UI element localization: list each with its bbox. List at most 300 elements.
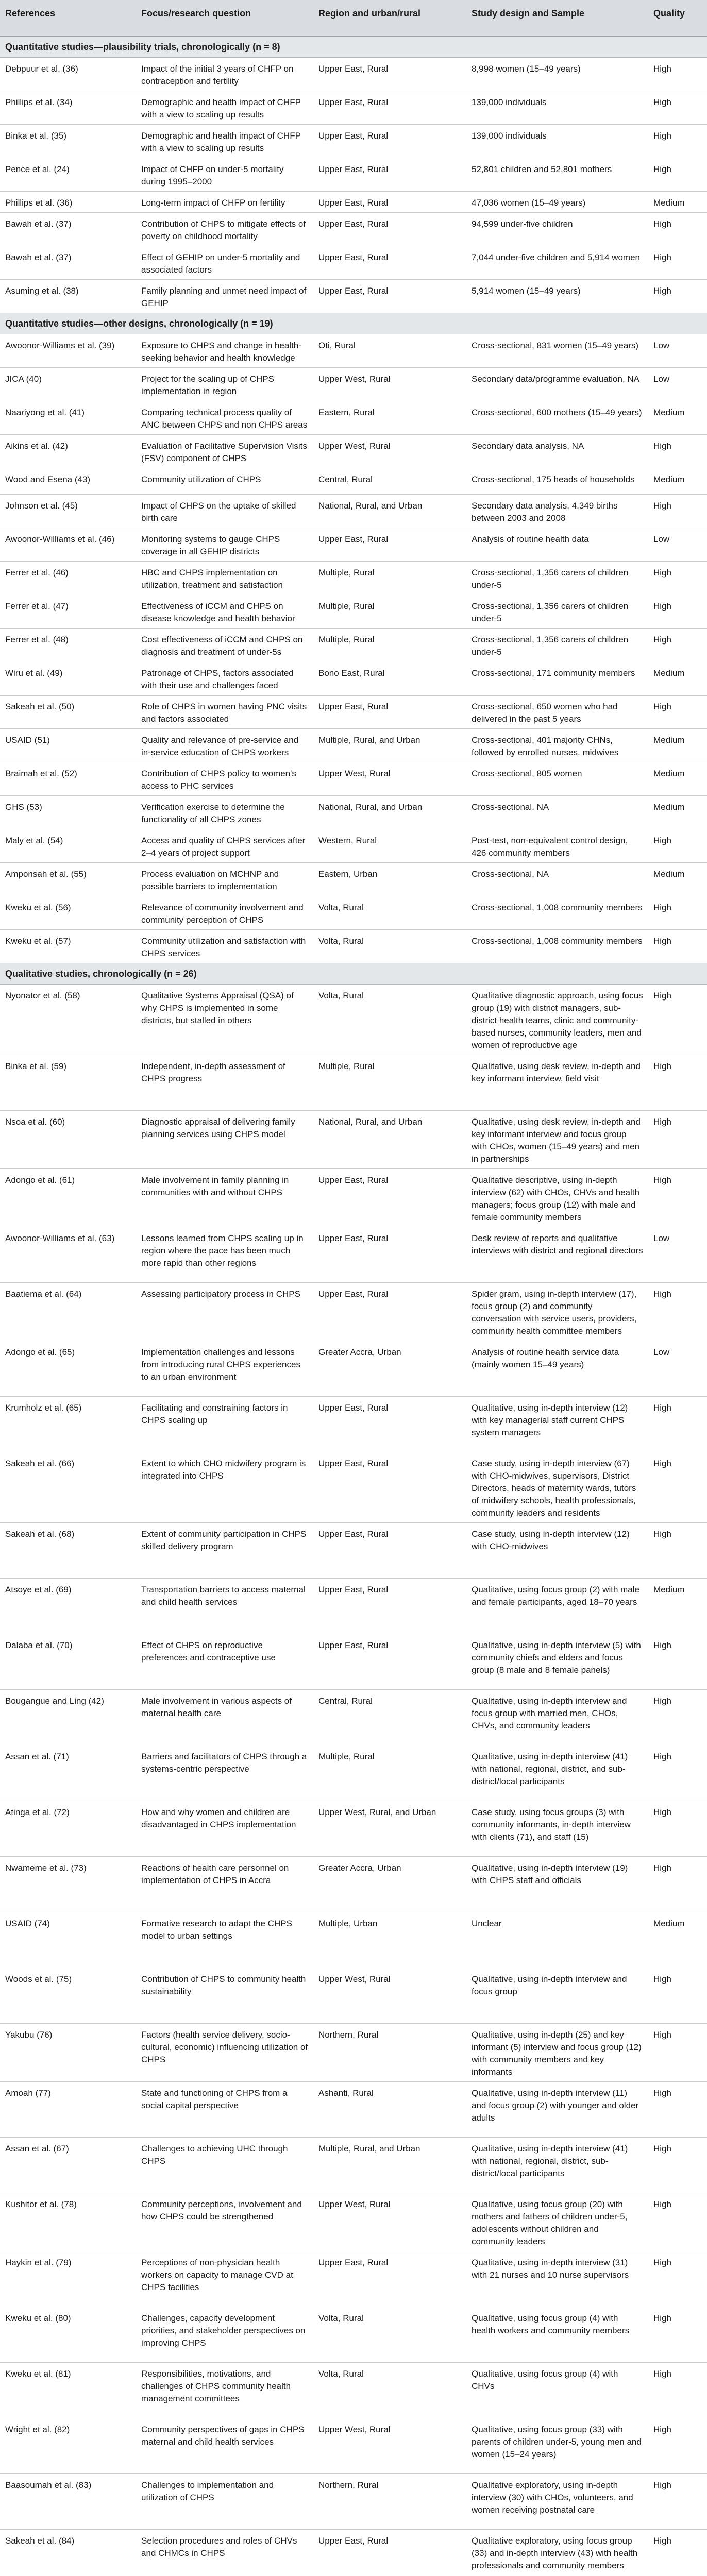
cell-reference: Binka et al. (35) xyxy=(0,125,136,158)
table-row xyxy=(0,401,707,435)
cell-region: Multiple, Rural xyxy=(313,562,466,595)
table-row xyxy=(0,368,707,401)
cell-quality: High xyxy=(648,2307,707,2363)
cell-focus: Role of CHPS in women having PNC visits and factors associated xyxy=(136,696,313,729)
table-row xyxy=(0,1579,707,1634)
cell-reference: Nwameme et al. (73) xyxy=(0,1857,136,1912)
cell-quality: High xyxy=(648,2082,707,2138)
cell-quality: High xyxy=(648,829,707,863)
cell-region: Northern, Rural xyxy=(313,2474,466,2530)
cell-region: Upper West, Rural xyxy=(313,435,466,468)
cell-quality: Medium xyxy=(648,762,707,796)
cell-focus: Impact of CHPS on the uptake of skilled birth care xyxy=(136,495,313,528)
cell-region: National, Rural, and Urban xyxy=(313,1111,466,1169)
table-row xyxy=(0,2474,707,2530)
cell-focus: Contribution of CHPS to community health sustainability xyxy=(136,1968,313,2024)
cell-design: Case study, using focus groups (3) with community informants, in-depth interview with clients (71), and staff (15) xyxy=(466,1801,648,1857)
table-row xyxy=(0,1968,707,2024)
section-header-row xyxy=(0,963,707,985)
cell-quality: High xyxy=(648,435,707,468)
cell-focus: How and why women and children are disadvantaged in CHPS implementation xyxy=(136,1801,313,1857)
cell-design: Cross-sectional, 1,008 community members xyxy=(466,930,648,963)
cell-quality: High xyxy=(648,58,707,91)
cell-design: Qualitative exploratory, using focus group (33) and in-depth interview (43) with health professionals and community members xyxy=(466,2530,648,2576)
cell-focus: Male involvement in family planning in communities with and without CHPS xyxy=(136,1169,313,1227)
cell-design: Cross-sectional, 650 women who had delivered in the past 5 years xyxy=(466,696,648,729)
cell-focus: Facilitating and constraining factors in CHPS scaling up xyxy=(136,1397,313,1452)
cell-focus: Challenges to achieving UHC through CHPS xyxy=(136,2138,313,2193)
cell-region: Ashanti, Rural xyxy=(313,2082,466,2138)
table-row xyxy=(0,896,707,930)
table-row xyxy=(0,1055,707,1111)
cell-design: Qualitative, using in-depth interview (41) with national, regional, district, and sub-district/local participants xyxy=(466,1745,648,1801)
cell-design: Secondary data/programme evaluation, NA xyxy=(466,368,648,401)
cell-design: Qualitative, using focus group (2) with male and female participants, aged 18–70 years xyxy=(466,1579,648,1634)
cell-quality: Low xyxy=(648,528,707,562)
cell-focus: Lessons learned from CHPS scaling up in region where the pace has been much more rapid than other regions xyxy=(136,1227,313,1283)
section-title: Quantitative studies—plausibility trials, chronologically (n = 8) xyxy=(0,37,707,58)
cell-quality: High xyxy=(648,1283,707,1341)
cell-focus: Community perspectives of gaps in CHPS maternal and child health services xyxy=(136,2418,313,2474)
cell-region: Volta, Rural xyxy=(313,896,466,930)
header-focus: Focus/research question xyxy=(136,0,313,37)
cell-focus: Responsibilities, motivations, and challenges of CHPS community health management committees xyxy=(136,2363,313,2418)
cell-region: National, Rural, and Urban xyxy=(313,495,466,528)
cell-reference: Amoah (77) xyxy=(0,2082,136,2138)
table-row xyxy=(0,158,707,192)
cell-focus: Impact of the initial 3 years of CHFP on contraception and fertility xyxy=(136,58,313,91)
cell-focus: State and functioning of CHPS from a social capital perspective xyxy=(136,2082,313,2138)
cell-reference: Wright et al. (82) xyxy=(0,2418,136,2474)
cell-reference: Awoonor-Williams et al. (39) xyxy=(0,334,136,368)
cell-reference: Naariyong et al. (41) xyxy=(0,401,136,435)
cell-reference: Maly et al. (54) xyxy=(0,829,136,863)
cell-focus: Diagnostic appraisal of delivering family planning services using CHPS model xyxy=(136,1111,313,1169)
cell-reference: Ferrer et al. (47) xyxy=(0,595,136,629)
header-references: References xyxy=(0,0,136,37)
cell-quality: High xyxy=(648,629,707,662)
cell-quality: High xyxy=(648,896,707,930)
cell-design: Cross-sectional, 171 community members xyxy=(466,662,648,696)
table-row xyxy=(0,985,707,1055)
cell-design: Qualitative, using in-depth interview (41) with national, regional, district, sub-district/local participants xyxy=(466,2138,648,2193)
cell-reference: Kweku et al. (80) xyxy=(0,2307,136,2363)
cell-quality: High xyxy=(648,213,707,246)
cell-quality: High xyxy=(648,1452,707,1523)
table-row xyxy=(0,246,707,280)
cell-region: Volta, Rural xyxy=(313,2307,466,2363)
cell-reference: Sakeah et al. (84) xyxy=(0,2530,136,2576)
cell-region: Multiple, Rural xyxy=(313,1745,466,1801)
cell-region: Multiple, Rural, and Urban xyxy=(313,2138,466,2193)
cell-region: Central, Rural xyxy=(313,1690,466,1745)
cell-quality: High xyxy=(648,125,707,158)
cell-region: Multiple, Rural, and Urban xyxy=(313,729,466,762)
cell-region: Upper East, Rural xyxy=(313,246,466,280)
table-row xyxy=(0,2193,707,2251)
cell-reference: Baasoumah et al. (83) xyxy=(0,2474,136,2530)
cell-focus: Demographic and health impact of CHFP with a view to scaling up results xyxy=(136,125,313,158)
cell-quality: High xyxy=(648,2474,707,2530)
table-row xyxy=(0,2082,707,2138)
table-row xyxy=(0,662,707,696)
cell-region: Upper West, Rural xyxy=(313,368,466,401)
cell-region: Upper East, Rural xyxy=(313,192,466,213)
cell-focus: Effect of CHPS on reproductive preferences and contraceptive use xyxy=(136,1634,313,1690)
cell-quality: High xyxy=(648,1857,707,1912)
section-header-row xyxy=(0,37,707,58)
cell-reference: Kushitor et al. (78) xyxy=(0,2193,136,2251)
cell-region: Upper East, Rural xyxy=(313,696,466,729)
table-row xyxy=(0,213,707,246)
cell-reference: Phillips et al. (36) xyxy=(0,192,136,213)
cell-region: Upper East, Rural xyxy=(313,1579,466,1634)
table-body xyxy=(0,37,707,2576)
cell-quality: High xyxy=(648,1634,707,1690)
cell-focus: Impact of CHFP on under-5 mortality during 1995–2000 xyxy=(136,158,313,192)
section-title: Quantitative studies—other designs, chronologically (n = 19) xyxy=(0,313,707,334)
cell-focus: Male involvement in various aspects of maternal health care xyxy=(136,1690,313,1745)
header-quality: Quality xyxy=(648,0,707,37)
section-title: Qualitative studies, chronologically (n = 26) xyxy=(0,963,707,985)
cell-region: Upper East, Rural xyxy=(313,528,466,562)
cell-focus: Implementation challenges and lessons from introducing rural CHPS experiences to an urban environment xyxy=(136,1341,313,1397)
cell-design: Cross-sectional, NA xyxy=(466,796,648,829)
cell-quality: High xyxy=(648,2251,707,2307)
table-row xyxy=(0,762,707,796)
cell-focus: Comparing technical process quality of ANC between CHPS and non CHPS areas xyxy=(136,401,313,435)
cell-region: Upper East, Rural xyxy=(313,1283,466,1341)
cell-region: Upper West, Rural xyxy=(313,2193,466,2251)
cell-quality: Medium xyxy=(648,729,707,762)
table-row xyxy=(0,1912,707,1968)
cell-design: Qualitative descriptive, using in-depth interview (62) with CHOs, CHVs and health managers; focus group (12) with male and female community members xyxy=(466,1169,648,1227)
cell-quality: Medium xyxy=(648,662,707,696)
cell-region: Upper East, Rural xyxy=(313,213,466,246)
table-row xyxy=(0,1745,707,1801)
table-row xyxy=(0,192,707,213)
table-row xyxy=(0,2024,707,2082)
cell-focus: Long-term impact of CHFP on fertility xyxy=(136,192,313,213)
cell-region: Greater Accra, Urban xyxy=(313,1341,466,1397)
table-row xyxy=(0,1523,707,1579)
cell-design: Qualitative, using focus group (33) with parents of children under-5, young men and women (15–24 years) xyxy=(466,2418,648,2474)
table-row xyxy=(0,1397,707,1452)
cell-quality: Low xyxy=(648,1341,707,1397)
cell-reference: Assan et al. (71) xyxy=(0,1745,136,1801)
cell-region: Eastern, Urban xyxy=(313,863,466,896)
cell-region: Central, Rural xyxy=(313,468,466,495)
table-row xyxy=(0,1283,707,1341)
table-row xyxy=(0,863,707,896)
cell-design: Qualitative diagnostic approach, using focus group (19) with district managers, sub-district health teams, clinic and community-based nurses, community leaders, men and women of reproductive age xyxy=(466,985,648,1055)
table-row xyxy=(0,1801,707,1857)
cell-design: Qualitative, using focus group (4) with CHVs xyxy=(466,2363,648,2418)
cell-design: Cross-sectional, NA xyxy=(466,863,648,896)
cell-reference: Krumholz et al. (65) xyxy=(0,1397,136,1452)
cell-focus: Quality and relevance of pre-service and in-service education of CHPS workers xyxy=(136,729,313,762)
cell-quality: High xyxy=(648,930,707,963)
cell-quality: High xyxy=(648,696,707,729)
cell-design: Spider gram, using in-depth interview (17), focus group (2) and community conversation with service users, providers, community health committee members xyxy=(466,1283,648,1341)
cell-quality: Medium xyxy=(648,863,707,896)
cell-region: Upper West, Rural, and Urban xyxy=(313,1801,466,1857)
cell-design: 94,599 under-five children xyxy=(466,213,648,246)
table-row xyxy=(0,280,707,313)
cell-focus: Challenges to implementation and utilization of CHPS xyxy=(136,2474,313,2530)
cell-quality: High xyxy=(648,595,707,629)
cell-focus: Extent to which CHO midwifery program is integrated into CHPS xyxy=(136,1452,313,1523)
table-row xyxy=(0,495,707,528)
cell-region: Upper East, Rural xyxy=(313,1227,466,1283)
cell-quality: High xyxy=(648,2138,707,2193)
cell-reference: Ferrer et al. (48) xyxy=(0,629,136,662)
cell-design: Case study, using in-depth interview (67) with CHO-midwives, supervisors, District Directors, heads of maternity wards, tutors of midwifery schools, health professionals, community leaders and residents xyxy=(466,1452,648,1523)
cell-quality: High xyxy=(648,1745,707,1801)
cell-focus: Relevance of community involvement and community perception of CHPS xyxy=(136,896,313,930)
cell-design: Desk review of reports and qualitative interviews with district and regional directors xyxy=(466,1227,648,1283)
cell-focus: Challenges, capacity development priorities, and stakeholder perspectives on improving CHPS xyxy=(136,2307,313,2363)
table-row xyxy=(0,2307,707,2363)
cell-quality: High xyxy=(648,1397,707,1452)
cell-focus: Contribution of CHPS to mitigate effects of poverty on childhood mortality xyxy=(136,213,313,246)
cell-quality: Low xyxy=(648,1227,707,1283)
cell-quality: High xyxy=(648,1801,707,1857)
cell-reference: Sakeah et al. (66) xyxy=(0,1452,136,1523)
cell-focus: Factors (health service delivery, socio-cultural, economic) influencing utilization of CHPS xyxy=(136,2024,313,2082)
cell-design: 139,000 individuals xyxy=(466,91,648,125)
table-row xyxy=(0,1341,707,1397)
table-row xyxy=(0,562,707,595)
cell-focus: Cost effectiveness of iCCM and CHPS on diagnosis and treatment of under-5s xyxy=(136,629,313,662)
cell-reference: Binka et al. (59) xyxy=(0,1055,136,1111)
cell-reference: Johnson et al. (45) xyxy=(0,495,136,528)
cell-focus: Independent, in-depth assessment of CHPS progress xyxy=(136,1055,313,1111)
cell-reference: Nsoa et al. (60) xyxy=(0,1111,136,1169)
header-design: Study design and Sample xyxy=(466,0,648,37)
cell-quality: High xyxy=(648,280,707,313)
cell-design: Qualitative, using in-depth interview (11) and focus group (2) with younger and older adults xyxy=(466,2082,648,2138)
table-row xyxy=(0,2418,707,2474)
cell-focus: Qualitative Systems Appraisal (QSA) of why CHPS is implemented in some districts, but stalled in others xyxy=(136,985,313,1055)
cell-region: Upper East, Rural xyxy=(313,2251,466,2307)
cell-reference: Woods et al. (75) xyxy=(0,1968,136,2024)
cell-region: Multiple, Rural xyxy=(313,595,466,629)
table-row xyxy=(0,696,707,729)
cell-design: Analysis of routine health data xyxy=(466,528,648,562)
cell-design: 139,000 individuals xyxy=(466,125,648,158)
table-row xyxy=(0,334,707,368)
cell-focus: Contribution of CHPS policy to women's access to PHC services xyxy=(136,762,313,796)
cell-focus: Access and quality of CHPS services after 2–4 years of project support xyxy=(136,829,313,863)
cell-focus: Project for the scaling up of CHPS implementation in region xyxy=(136,368,313,401)
cell-quality: Low xyxy=(648,368,707,401)
cell-region: Oti, Rural xyxy=(313,334,466,368)
cell-quality: High xyxy=(648,495,707,528)
table-row xyxy=(0,1452,707,1523)
cell-design: Qualitative, using in-depth (25) and key informant (5) interview and focus group (12) with community members and key informants xyxy=(466,2024,648,2082)
cell-design: 8,998 women (15–49 years) xyxy=(466,58,648,91)
table-row xyxy=(0,125,707,158)
cell-quality: High xyxy=(648,2530,707,2576)
cell-region: National, Rural, and Urban xyxy=(313,796,466,829)
cell-design: Qualitative exploratory, using in-depth interview (30) with CHOs, volunteers, and women receiving postnatal care xyxy=(466,2474,648,2530)
cell-focus: Assessing participatory process in CHPS xyxy=(136,1283,313,1341)
table-row xyxy=(0,1690,707,1745)
cell-focus: Effect of GEHIP on under-5 mortality and associated factors xyxy=(136,246,313,280)
cell-quality: High xyxy=(648,2363,707,2418)
cell-quality: Medium xyxy=(648,468,707,495)
cell-design: Qualitative, using focus group (20) with mothers and fathers of children under-5, adolescents without children and community leaders xyxy=(466,2193,648,2251)
cell-region: Bono East, Rural xyxy=(313,662,466,696)
cell-region: Multiple, Rural xyxy=(313,629,466,662)
table-row xyxy=(0,629,707,662)
cell-reference: Asuming et al. (38) xyxy=(0,280,136,313)
table-row xyxy=(0,2251,707,2307)
cell-focus: Demographic and health impact of CHFP with a view to scaling up results xyxy=(136,91,313,125)
cell-design: Qualitative, using desk review, in-depth and key informant interview and focus group with CHOs, women (15–49 years) and men in partnerships xyxy=(466,1111,648,1169)
cell-reference: Sakeah et al. (50) xyxy=(0,696,136,729)
cell-design: Cross-sectional, 1,356 carers of children under-5 xyxy=(466,629,648,662)
header-region: Region and urban/rural xyxy=(313,0,466,37)
cell-design: 47,036 women (15–49 years) xyxy=(466,192,648,213)
cell-design: Qualitative, using in-depth interview and focus group xyxy=(466,1968,648,2024)
table-row xyxy=(0,595,707,629)
cell-reference: Kweku et al. (56) xyxy=(0,896,136,930)
cell-quality: High xyxy=(648,1169,707,1227)
cell-quality: Medium xyxy=(648,1912,707,1968)
cell-quality: High xyxy=(648,562,707,595)
cell-focus: Family planning and unmet need impact of GEHIP xyxy=(136,280,313,313)
cell-region: Upper East, Rural xyxy=(313,1523,466,1579)
cell-design: 5,914 women (15–49 years) xyxy=(466,280,648,313)
cell-reference: Wood and Esena (43) xyxy=(0,468,136,495)
cell-quality: High xyxy=(648,1690,707,1745)
table-row xyxy=(0,91,707,125)
cell-reference: Kweku et al. (81) xyxy=(0,2363,136,2418)
cell-reference: Wiru et al. (49) xyxy=(0,662,136,696)
cell-region: Upper West, Rural xyxy=(313,1968,466,2024)
table-row xyxy=(0,930,707,963)
cell-region: Upper East, Rural xyxy=(313,1169,466,1227)
cell-quality: Medium xyxy=(648,192,707,213)
cell-region: Upper East, Rural xyxy=(313,125,466,158)
table-row xyxy=(0,1169,707,1227)
cell-quality: High xyxy=(648,1111,707,1169)
cell-focus: Monitoring systems to gauge CHPS coverage in all GEHIP districts xyxy=(136,528,313,562)
table-row xyxy=(0,1857,707,1912)
cell-focus: Barriers and facilitators of CHPS through a systems-centric perspective xyxy=(136,1745,313,1801)
cell-focus: Exposure to CHPS and change in health-seeking behavior and health knowledge xyxy=(136,334,313,368)
cell-focus: Perceptions of non-physician health workers on capacity to manage CVD at CHPS facilities xyxy=(136,2251,313,2307)
cell-design: Qualitative, using desk review, in-depth and key informant interview, field visit xyxy=(466,1055,648,1111)
cell-quality: High xyxy=(648,985,707,1055)
cell-region: Upper East, Rural xyxy=(313,1634,466,1690)
cell-region: Volta, Rural xyxy=(313,2363,466,2418)
cell-region: Upper East, Rural xyxy=(313,91,466,125)
cell-design: Cross-sectional, 175 heads of households xyxy=(466,468,648,495)
cell-region: Upper East, Rural xyxy=(313,1452,466,1523)
cell-reference: Ferrer et al. (46) xyxy=(0,562,136,595)
cell-region: Multiple, Rural xyxy=(313,1055,466,1111)
cell-quality: High xyxy=(648,2418,707,2474)
cell-design: Qualitative, using in-depth interview (19) with CHPS staff and officials xyxy=(466,1857,648,1912)
cell-focus: HBC and CHPS implementation on utilization, treatment and satisfaction xyxy=(136,562,313,595)
cell-design: Secondary data analysis, 4,349 births between 2003 and 2008 xyxy=(466,495,648,528)
cell-reference: GHS (53) xyxy=(0,796,136,829)
cell-design: Cross-sectional, 1,008 community members xyxy=(466,896,648,930)
cell-region: Upper West, Rural xyxy=(313,2418,466,2474)
cell-focus: Community utilization of CHPS xyxy=(136,468,313,495)
cell-reference: Bawah et al. (37) xyxy=(0,213,136,246)
cell-region: Upper East, Rural xyxy=(313,158,466,192)
cell-region: Western, Rural xyxy=(313,829,466,863)
cell-region: Volta, Rural xyxy=(313,930,466,963)
cell-design: Post-test, non-equivalent control design, 426 community members xyxy=(466,829,648,863)
cell-reference: Bougangue and Ling (42) xyxy=(0,1690,136,1745)
cell-quality: Medium xyxy=(648,796,707,829)
cell-reference: Debpuur et al. (36) xyxy=(0,58,136,91)
cell-reference: USAID (74) xyxy=(0,1912,136,1968)
cell-quality: High xyxy=(648,1523,707,1579)
cell-focus: Reactions of health care personnel on implementation of CHPS in Accra xyxy=(136,1857,313,1912)
cell-quality: High xyxy=(648,1968,707,2024)
cell-focus: Evaluation of Facilitative Supervision Visits (FSV) component of CHPS xyxy=(136,435,313,468)
cell-reference: Pence et al. (24) xyxy=(0,158,136,192)
cell-focus: Selection procedures and roles of CHVs and CHMCs in CHPS xyxy=(136,2530,313,2576)
cell-design: 52,801 children and 52,801 mothers xyxy=(466,158,648,192)
cell-reference: Dalaba et al. (70) xyxy=(0,1634,136,1690)
cell-focus: Transportation barriers to access maternal and child health services xyxy=(136,1579,313,1634)
cell-design: Unclear xyxy=(466,1912,648,1968)
cell-region: Multiple, Urban xyxy=(313,1912,466,1968)
cell-reference: Adongo et al. (61) xyxy=(0,1169,136,1227)
cell-design: Qualitative, using in-depth interview and focus group with married men, CHOs, CHVs, and community leaders xyxy=(466,1690,648,1745)
cell-region: Upper East, Rural xyxy=(313,1397,466,1452)
cell-design: Qualitative, using in-depth interview (12) with key managerial staff current CHPS system managers xyxy=(466,1397,648,1452)
cell-reference: Adongo et al. (65) xyxy=(0,1341,136,1397)
cell-design: Cross-sectional, 1,356 carers of children under-5 xyxy=(466,562,648,595)
cell-region: Upper West, Rural xyxy=(313,762,466,796)
table-row xyxy=(0,796,707,829)
cell-quality: Low xyxy=(648,334,707,368)
table-row xyxy=(0,829,707,863)
cell-quality: High xyxy=(648,2024,707,2082)
cell-reference: Awoonor-Williams et al. (63) xyxy=(0,1227,136,1283)
cell-design: Cross-sectional, 805 women xyxy=(466,762,648,796)
cell-quality: High xyxy=(648,246,707,280)
cell-reference: Assan et al. (67) xyxy=(0,2138,136,2193)
cell-reference: Aikins et al. (42) xyxy=(0,435,136,468)
cell-region: Northern, Rural xyxy=(313,2024,466,2082)
cell-reference: Phillips et al. (34) xyxy=(0,91,136,125)
table-row xyxy=(0,528,707,562)
cell-quality: High xyxy=(648,1055,707,1111)
cell-design: Secondary data analysis, NA xyxy=(466,435,648,468)
cell-region: Upper East, Rural xyxy=(313,280,466,313)
cell-reference: Yakubu (76) xyxy=(0,2024,136,2082)
cell-design: Qualitative, using in-depth interview (31) with 21 nurses and 10 nurse supervisors xyxy=(466,2251,648,2307)
cell-reference: Braimah et al. (52) xyxy=(0,762,136,796)
cell-focus: Community utilization and satisfaction with CHPS services xyxy=(136,930,313,963)
cell-quality: High xyxy=(648,2193,707,2251)
table-header-row xyxy=(0,0,707,37)
cell-reference: JICA (40) xyxy=(0,368,136,401)
cell-reference: Haykin et al. (79) xyxy=(0,2251,136,2307)
cell-quality: Medium xyxy=(648,1579,707,1634)
cell-quality: High xyxy=(648,91,707,125)
cell-region: Eastern, Rural xyxy=(313,401,466,435)
